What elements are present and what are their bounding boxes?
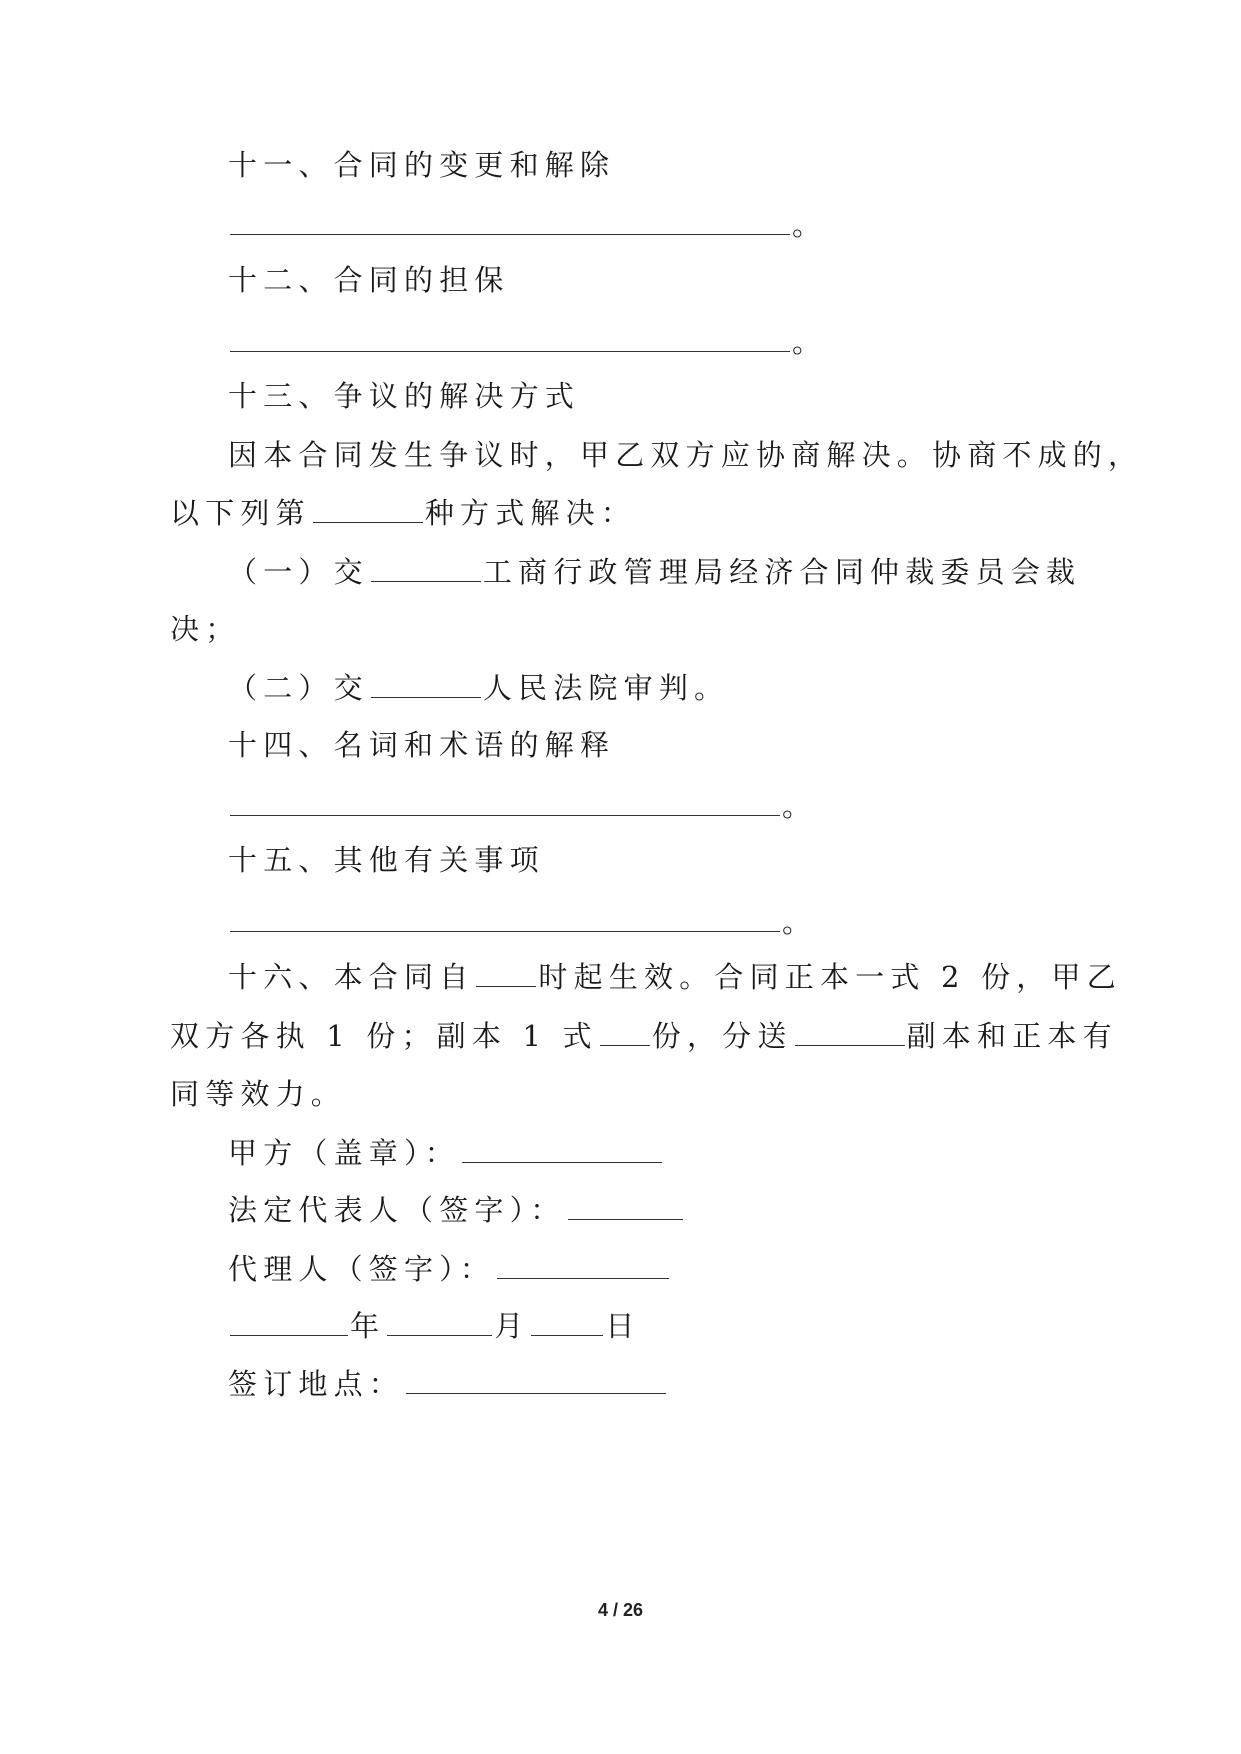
text-fragment: 时起生效。合同正本一式 2 份，甲乙	[538, 960, 1122, 994]
section-11-blank-line	[228, 205, 827, 245]
party-a-seal-line	[228, 1133, 664, 1173]
section-16-line-1	[228, 957, 1122, 997]
section-12-heading: 十二、合同的担保	[228, 263, 510, 297]
legal-representative-blank	[568, 1193, 683, 1220]
text-fragment: 人民法院审判。	[482, 671, 730, 705]
section-15-heading: 十五、其他有关事项	[228, 843, 545, 877]
text-fragment: 工商行政管理局经济合同仲裁委员会裁	[482, 555, 1082, 589]
blank-field	[600, 1019, 650, 1046]
blank-field	[371, 671, 481, 698]
party-a-seal-blank	[462, 1136, 662, 1163]
blank-field	[795, 1019, 905, 1046]
text-fragment: 双方各执 1 份；副本 1 式	[170, 1019, 598, 1053]
page-number: 4 / 26	[597, 1600, 644, 1620]
text-fragment: 十六、本合同自	[228, 960, 475, 994]
period: 。	[782, 905, 818, 939]
blank-field	[230, 325, 790, 352]
section-13-heading: 十三、争议的解决方式	[228, 379, 581, 413]
agent-line	[228, 1249, 671, 1289]
section-12-blank-line	[228, 322, 827, 362]
section-14-heading: 十四、名词和术语的解释	[228, 728, 616, 762]
day-label: 日	[605, 1309, 641, 1343]
signing-place-blank	[406, 1367, 666, 1394]
blank-field	[313, 496, 423, 523]
party-a-label: 甲方（盖章）：	[228, 1136, 460, 1170]
month-label: 月	[494, 1309, 530, 1343]
legal-representative-label: 法定代表人（签字）：	[228, 1193, 566, 1227]
blank-field	[476, 960, 536, 987]
text-fragment: （一）交	[228, 555, 369, 589]
section-16-line-2	[170, 1016, 1118, 1056]
text-fragment: 副本和正本有	[906, 1019, 1118, 1053]
blank-field	[371, 555, 481, 582]
text-fragment: 种方式解决：	[424, 496, 637, 530]
option-1-line-2: 决；	[170, 612, 241, 646]
signing-place-line	[228, 1364, 668, 1404]
year-label: 年	[350, 1309, 386, 1343]
text-fragment: 份，分送	[651, 1019, 793, 1053]
period: 。	[782, 789, 818, 823]
legal-representative-line	[228, 1190, 685, 1230]
year-blank	[230, 1309, 348, 1336]
blank-field	[230, 208, 790, 235]
text-fragment: 以下列第	[170, 496, 311, 530]
month-blank	[387, 1309, 492, 1336]
agent-label: 代理人（签字）：	[228, 1252, 496, 1286]
section-14-blank-line	[228, 786, 817, 826]
option-2-line	[228, 668, 729, 708]
section-11-heading: 十一、合同的变更和解除	[228, 148, 616, 182]
option-1-line-1	[228, 552, 1081, 592]
agent-signature-blank	[497, 1252, 669, 1279]
period: 。	[792, 325, 828, 359]
section-15-blank-line	[228, 902, 817, 942]
day-blank	[531, 1309, 603, 1336]
signing-place-label: 签订地点：	[228, 1367, 405, 1401]
section-16-line-3: 同等效力。	[170, 1077, 347, 1111]
blank-field	[230, 789, 780, 816]
blank-field	[230, 905, 780, 932]
text-fragment: （二）交	[228, 671, 369, 705]
section-13-paragraph-line-2	[170, 493, 636, 533]
date-line	[228, 1306, 641, 1346]
period: 。	[792, 208, 828, 242]
section-13-paragraph-line-1: 因本合同发生争议时，甲乙双方应协商解决。协商不成的，	[228, 438, 1144, 472]
